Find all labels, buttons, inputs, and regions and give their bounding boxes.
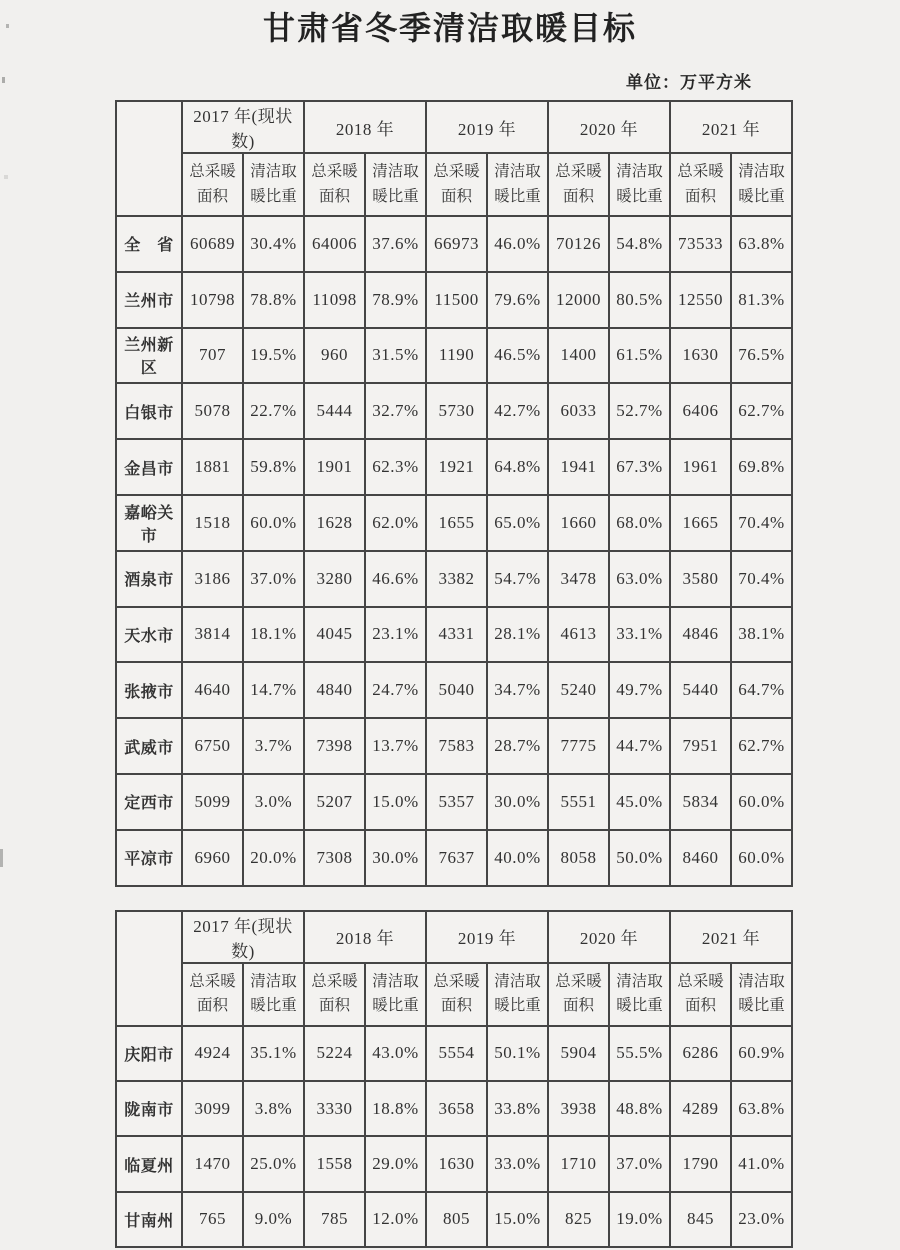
cell-clean-share: 12.0%: [365, 1192, 426, 1247]
cell-heating-area: 4924: [182, 1026, 243, 1081]
cell-clean-share: 60.0%: [243, 495, 304, 551]
cell-clean-share: 60.9%: [731, 1026, 792, 1081]
subheader-clean-share: 清洁取 暖比重: [487, 153, 548, 216]
cell-clean-share: 62.3%: [365, 439, 426, 495]
cell-heating-area: 10798: [182, 272, 243, 328]
cell-heating-area: 785: [304, 1192, 365, 1247]
cell-heating-area: 1665: [670, 495, 731, 551]
cell-clean-share: 37.6%: [365, 216, 426, 272]
cell-heating-area: 6033: [548, 383, 609, 439]
cell-heating-area: 707: [182, 328, 243, 384]
cell-clean-share: 45.0%: [609, 774, 670, 830]
cell-heating-area: 11500: [426, 272, 487, 328]
cell-clean-share: 68.0%: [609, 495, 670, 551]
year-header: 2020 年: [548, 911, 670, 963]
cell-clean-share: 64.8%: [487, 439, 548, 495]
subheader-clean-share: 清洁取 暖比重: [731, 153, 792, 216]
cell-clean-share: 62.7%: [731, 383, 792, 439]
cell-clean-share: 46.5%: [487, 328, 548, 384]
cell-clean-share: 76.5%: [731, 328, 792, 384]
row-label: 酒泉市: [116, 551, 182, 607]
year-header: 2017 年(现状数): [182, 911, 304, 963]
year-header: 2021 年: [670, 101, 792, 153]
subheader-clean-share: 清洁取 暖比重: [243, 963, 304, 1026]
cell-heating-area: 1881: [182, 439, 243, 495]
cell-heating-area: 4640: [182, 662, 243, 718]
row-label: 白银市: [116, 383, 182, 439]
subheader-heating-area: 总采暖 面积: [548, 963, 609, 1026]
subheader-clean-share: 清洁取 暖比重: [487, 963, 548, 1026]
row-label: 金昌市: [116, 439, 182, 495]
cell-heating-area: 7637: [426, 830, 487, 886]
cell-heating-area: 73533: [670, 216, 731, 272]
cell-heating-area: 1660: [548, 495, 609, 551]
cell-heating-area: 60689: [182, 216, 243, 272]
subheader-heating-area: 总采暖 面积: [182, 963, 243, 1026]
subheader-heating-area: 总采暖 面积: [426, 963, 487, 1026]
cell-clean-share: 52.7%: [609, 383, 670, 439]
cell-clean-share: 69.8%: [731, 439, 792, 495]
cell-heating-area: 4613: [548, 607, 609, 663]
cell-clean-share: 19.0%: [609, 1192, 670, 1247]
cell-heating-area: 1710: [548, 1136, 609, 1191]
cell-clean-share: 18.8%: [365, 1081, 426, 1136]
row-label: 庆阳市: [116, 1026, 182, 1081]
cell-heating-area: 4289: [670, 1081, 731, 1136]
year-header: 2019 年: [426, 101, 548, 153]
cell-clean-share: 30.4%: [243, 216, 304, 272]
cell-clean-share: 30.0%: [487, 774, 548, 830]
cell-heating-area: 1518: [182, 495, 243, 551]
subheader-heating-area: 总采暖 面积: [670, 153, 731, 216]
cell-clean-share: 15.0%: [487, 1192, 548, 1247]
cell-heating-area: 1558: [304, 1136, 365, 1191]
subheader-heating-area: 总采暖 面积: [670, 963, 731, 1026]
cell-clean-share: 80.5%: [609, 272, 670, 328]
cell-clean-share: 42.7%: [487, 383, 548, 439]
cell-heating-area: 5207: [304, 774, 365, 830]
cell-clean-share: 3.0%: [243, 774, 304, 830]
cell-heating-area: 1961: [670, 439, 731, 495]
cell-heating-area: 5440: [670, 662, 731, 718]
cell-clean-share: 13.7%: [365, 718, 426, 774]
cell-heating-area: 7398: [304, 718, 365, 774]
table-row: [116, 1192, 792, 1247]
row-label: 武威市: [116, 718, 182, 774]
cell-heating-area: 1400: [548, 328, 609, 384]
cell-clean-share: 50.1%: [487, 1026, 548, 1081]
cell-clean-share: 64.7%: [731, 662, 792, 718]
cell-clean-share: 35.1%: [243, 1026, 304, 1081]
cell-clean-share: 65.0%: [487, 495, 548, 551]
cell-clean-share: 33.1%: [609, 607, 670, 663]
cell-heating-area: 1941: [548, 439, 609, 495]
cell-clean-share: 24.7%: [365, 662, 426, 718]
cell-heating-area: 5040: [426, 662, 487, 718]
cell-clean-share: 41.0%: [731, 1136, 792, 1191]
cell-clean-share: 23.0%: [731, 1192, 792, 1247]
page-title: 甘肃省冬季清洁取暖目标: [262, 10, 637, 46]
table-row: [116, 216, 792, 272]
cell-clean-share: 3.8%: [243, 1081, 304, 1136]
cell-heating-area: 765: [182, 1192, 243, 1247]
cell-clean-share: 28.1%: [487, 607, 548, 663]
cell-heating-area: 7583: [426, 718, 487, 774]
cell-heating-area: 3099: [182, 1081, 243, 1136]
cell-heating-area: 3382: [426, 551, 487, 607]
cell-clean-share: 33.0%: [487, 1136, 548, 1191]
cell-heating-area: 7308: [304, 830, 365, 886]
cell-heating-area: 3580: [670, 551, 731, 607]
row-label: 兰州新区: [116, 328, 182, 384]
cell-clean-share: 54.8%: [609, 216, 670, 272]
cell-heating-area: 3814: [182, 607, 243, 663]
year-header: 2021 年: [670, 911, 792, 963]
cell-heating-area: 66973: [426, 216, 487, 272]
cell-heating-area: 3658: [426, 1081, 487, 1136]
table-row: [116, 439, 792, 495]
cell-clean-share: 48.8%: [609, 1081, 670, 1136]
table-row: [116, 551, 792, 607]
cell-heating-area: 960: [304, 328, 365, 384]
cell-heating-area: 1901: [304, 439, 365, 495]
cell-clean-share: 63.8%: [731, 1081, 792, 1136]
cell-heating-area: 825: [548, 1192, 609, 1247]
table-row: [116, 495, 792, 551]
year-header: 2020 年: [548, 101, 670, 153]
cell-heating-area: 845: [670, 1192, 731, 1247]
subheader-heating-area: 总采暖 面积: [304, 153, 365, 216]
table-row: [116, 830, 792, 886]
cell-clean-share: 62.0%: [365, 495, 426, 551]
cell-clean-share: 63.8%: [731, 216, 792, 272]
scan-artifact: [2, 77, 5, 83]
cell-clean-share: 43.0%: [365, 1026, 426, 1081]
subheader-heating-area: 总采暖 面积: [426, 153, 487, 216]
cell-clean-share: 3.7%: [243, 718, 304, 774]
subheader-heating-area: 总采暖 面积: [304, 963, 365, 1026]
cell-clean-share: 30.0%: [365, 830, 426, 886]
cell-heating-area: 8058: [548, 830, 609, 886]
cell-heating-area: 1921: [426, 439, 487, 495]
cell-heating-area: 1190: [426, 328, 487, 384]
cell-clean-share: 78.8%: [243, 272, 304, 328]
cell-heating-area: 805: [426, 1192, 487, 1247]
table-row: [116, 774, 792, 830]
cell-clean-share: 31.5%: [365, 328, 426, 384]
cell-heating-area: 8460: [670, 830, 731, 886]
cell-clean-share: 78.9%: [365, 272, 426, 328]
year-header: 2017 年(现状数): [182, 101, 304, 153]
cell-clean-share: 63.0%: [609, 551, 670, 607]
scan-artifact: [0, 849, 3, 867]
cell-heating-area: 3186: [182, 551, 243, 607]
cell-clean-share: 25.0%: [243, 1136, 304, 1191]
cell-clean-share: 23.1%: [365, 607, 426, 663]
cell-clean-share: 46.0%: [487, 216, 548, 272]
cell-heating-area: 64006: [304, 216, 365, 272]
cell-clean-share: 33.8%: [487, 1081, 548, 1136]
cell-heating-area: 11098: [304, 272, 365, 328]
unit-label: 单位：万平方米: [626, 73, 752, 92]
cell-clean-share: 70.4%: [731, 551, 792, 607]
cell-clean-share: 60.0%: [731, 830, 792, 886]
cell-clean-share: 38.1%: [731, 607, 792, 663]
cell-heating-area: 4846: [670, 607, 731, 663]
cell-heating-area: 5730: [426, 383, 487, 439]
row-label: 平凉市: [116, 830, 182, 886]
row-label: 甘南州: [116, 1192, 182, 1247]
table-row: [116, 607, 792, 663]
year-header: 2018 年: [304, 911, 426, 963]
cell-heating-area: 1628: [304, 495, 365, 551]
cell-clean-share: 9.0%: [243, 1192, 304, 1247]
cell-clean-share: 18.1%: [243, 607, 304, 663]
cell-clean-share: 34.7%: [487, 662, 548, 718]
cell-clean-share: 55.5%: [609, 1026, 670, 1081]
cell-heating-area: 3280: [304, 551, 365, 607]
cell-heating-area: 5099: [182, 774, 243, 830]
subheader-clean-share: 清洁取 暖比重: [365, 153, 426, 216]
cell-clean-share: 62.7%: [731, 718, 792, 774]
cell-clean-share: 54.7%: [487, 551, 548, 607]
cell-clean-share: 40.0%: [487, 830, 548, 886]
table-row: [116, 718, 792, 774]
table-row: [116, 662, 792, 718]
cell-clean-share: 19.5%: [243, 328, 304, 384]
cell-heating-area: 1630: [426, 1136, 487, 1191]
cell-heating-area: 5357: [426, 774, 487, 830]
cell-heating-area: 5078: [182, 383, 243, 439]
cell-heating-area: 4840: [304, 662, 365, 718]
cell-clean-share: 61.5%: [609, 328, 670, 384]
cell-clean-share: 70.4%: [731, 495, 792, 551]
year-header: 2018 年: [304, 101, 426, 153]
cell-clean-share: 60.0%: [731, 774, 792, 830]
cell-heating-area: 5551: [548, 774, 609, 830]
row-label: 嘉峪关市: [116, 495, 182, 551]
subheader-clean-share: 清洁取 暖比重: [243, 153, 304, 216]
cell-clean-share: 79.6%: [487, 272, 548, 328]
cell-clean-share: 14.7%: [243, 662, 304, 718]
cell-heating-area: 3330: [304, 1081, 365, 1136]
cell-heating-area: 6960: [182, 830, 243, 886]
cell-heating-area: 1470: [182, 1136, 243, 1191]
row-label: 张掖市: [116, 662, 182, 718]
subheader-clean-share: 清洁取 暖比重: [731, 963, 792, 1026]
table-row: [116, 272, 792, 328]
cell-heating-area: 3478: [548, 551, 609, 607]
subheader-clean-share: 清洁取 暖比重: [609, 153, 670, 216]
cell-clean-share: 46.6%: [365, 551, 426, 607]
cell-heating-area: 7775: [548, 718, 609, 774]
table-row: [116, 1081, 792, 1136]
row-label: 临夏州: [116, 1136, 182, 1191]
cell-clean-share: 49.7%: [609, 662, 670, 718]
table-row: [116, 383, 792, 439]
cell-clean-share: 59.8%: [243, 439, 304, 495]
table-row: [116, 1026, 792, 1081]
cell-heating-area: 4045: [304, 607, 365, 663]
cell-heating-area: 6750: [182, 718, 243, 774]
corner-cell: [116, 101, 182, 216]
row-label: 天水市: [116, 607, 182, 663]
scan-artifact: [4, 175, 8, 179]
heating-targets-table-continued: [115, 910, 793, 1249]
cell-heating-area: 4331: [426, 607, 487, 663]
cell-clean-share: 28.7%: [487, 718, 548, 774]
subheader-clean-share: 清洁取 暖比重: [609, 963, 670, 1026]
row-label: 兰州市: [116, 272, 182, 328]
cell-heating-area: 3938: [548, 1081, 609, 1136]
cell-heating-area: 6406: [670, 383, 731, 439]
year-header: 2019 年: [426, 911, 548, 963]
cell-heating-area: 12550: [670, 272, 731, 328]
cell-clean-share: 37.0%: [609, 1136, 670, 1191]
cell-clean-share: 15.0%: [365, 774, 426, 830]
cell-heating-area: 1790: [670, 1136, 731, 1191]
table-row: [116, 328, 792, 384]
subheader-heating-area: 总采暖 面积: [548, 153, 609, 216]
cell-heating-area: 6286: [670, 1026, 731, 1081]
heating-targets-table-main: [115, 100, 793, 887]
cell-clean-share: 81.3%: [731, 272, 792, 328]
cell-heating-area: 1655: [426, 495, 487, 551]
subheader-heating-area: 总采暖 面积: [182, 153, 243, 216]
cell-heating-area: 7951: [670, 718, 731, 774]
cell-clean-share: 50.0%: [609, 830, 670, 886]
cell-clean-share: 22.7%: [243, 383, 304, 439]
cell-clean-share: 32.7%: [365, 383, 426, 439]
subheader-clean-share: 清洁取 暖比重: [365, 963, 426, 1026]
cell-heating-area: 5444: [304, 383, 365, 439]
cell-heating-area: 12000: [548, 272, 609, 328]
cell-heating-area: 70126: [548, 216, 609, 272]
cell-clean-share: 20.0%: [243, 830, 304, 886]
cell-clean-share: 37.0%: [243, 551, 304, 607]
row-label: 全 省: [116, 216, 182, 272]
corner-cell: [116, 911, 182, 1026]
cell-heating-area: 5904: [548, 1026, 609, 1081]
cell-clean-share: 44.7%: [609, 718, 670, 774]
cell-heating-area: 5224: [304, 1026, 365, 1081]
cell-heating-area: 5240: [548, 662, 609, 718]
cell-heating-area: 1630: [670, 328, 731, 384]
cell-heating-area: 5554: [426, 1026, 487, 1081]
row-label: 定西市: [116, 774, 182, 830]
table-row: [116, 1136, 792, 1191]
cell-clean-share: 67.3%: [609, 439, 670, 495]
cell-heating-area: 5834: [670, 774, 731, 830]
cell-clean-share: 29.0%: [365, 1136, 426, 1191]
row-label: 陇南市: [116, 1081, 182, 1136]
